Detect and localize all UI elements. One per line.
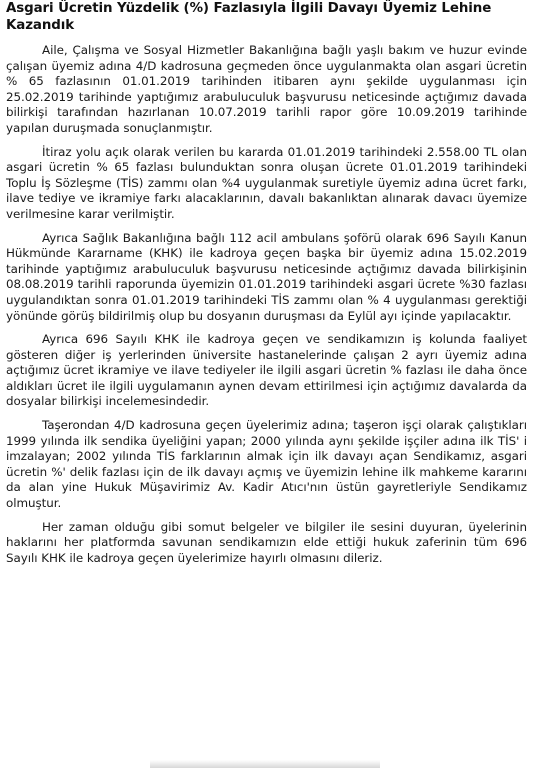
paragraph-4: Ayrıca 696 Sayılı KHK ile kadroya geçen ve sendikamızın iş kolunda faaliyet gösteren diğer iş yerlerinden üniversite hastanelerinde çalışan 2 ayrı üyemiz adına açtığımız ücret ikramiye ve ilave tediyeler ile ilgili asgari ücretin % fazlası ile daha önce aldıkları ücret ile ilgili uygulamanın aynen devam ettirilmesi için açtığımız davalarda da dosyalar bilirkişi incelemesindedir.	[6, 332, 527, 409]
cut-off-text-fragment	[150, 760, 380, 768]
paragraph-6: Her zaman olduğu gibi somut belgeler ve bilgiler ile sesini duyuran, üyelerinin haklarını her platformda savunan sendikamızın elde ettiği hukuk zaferinin tüm 696 Sayılı KHK ile kadroya geçen üyelerimize hayırlı olmasını dileriz.	[6, 519, 527, 565]
article-title: Asgari Ücretin Yüzdelik (%) Fazlasıyla İlgili Davayı Üyemiz Lehine Kazandık	[6, 1, 492, 33]
paragraph-2: İtiraz yolu açık olarak verilen bu kararda 01.01.2019 tarihindeki 2.558.00 TL olan asgari ücretin % 65 fazlası bulunduktan sonra oluşan ücrete 01.01.2019 tarihindeki Toplu İş Sözleşme (TİS) zammı olan %4 uygulanmak suretiyle üyemiz adına ücret farkı, ilave tediye ve ikramiye farkı alacaklarının, davalı bakanlıktan alınarak davacı üyemize verilmesine karar verilmiştir.	[6, 144, 527, 221]
paragraph-5: Taşerondan 4/D kadrosuna geçen üyelerimiz adına; taşeron işçi olarak çalıştıkları 1999 yılında ilk sendika üyeliğini yapan; 2000 yılında aynı şekilde işçiler adına ilk TİS' i imzalayan; 2002 yılında TİS farklarının almak için ilk davayı açan Sendikamız, asgari ücretin %' delik fazlası için de ilk davayı açmış ve üyemizin lehine ilk mahkeme kararını da alan yine Hukuk Müşavirimiz Av. Kadir Atıcı'nın üstün gayretleriyle Sendikamız olmuştur.	[6, 418, 527, 511]
paragraph-1: Aile, Çalışma ve Sosyal Hizmetler Bakanlığına bağlı yaşlı bakım ve huzur evinde çalışan üyemiz adına 4/D kadrosuna geçmeden önce uygulanmakta olan asgari ücretin % 65 fazlasının 01.01.2019 tarihinden itibaren aynı şekilde uygulanması için 25.02.2019 tarihinde yaptığımız arabuluculuk başvurusu neticesinde açtığımız davada bilirkişi tarafından hazırlanan 10.07.2019 tarihli rapor göre 10.09.2019 tarihinde yapılan duruşmada sonuçlanmıştır.	[6, 43, 527, 135]
paragraph-3: Ayrıca Sağlık Bakanlığına bağlı 112 acil ambulans şoförü olarak 696 Sayılı Kanun Hükmünde Kararname (KHK) ile kadroya geçen başka bir üyemiz adına 15.02.2019 tarihinde yaptığımız arabuluculuk başvurusu neticesinde açtığımız davada bilirkişinin 08.08.2019 tarihli raporunda üyemizin 01.01.2019 tarihindeki asgari ücrete %30 fazlası uygulandıktan sonra 01.01.2019 tarihindeki TİS zammı olan % 4 uygulanması gerektiği yönünde görüş bildirilmiş olup bu dosyanın duruşması da Eylül ayı içinde yapılacaktır.	[6, 230, 527, 323]
article	[6, 0, 527, 574]
